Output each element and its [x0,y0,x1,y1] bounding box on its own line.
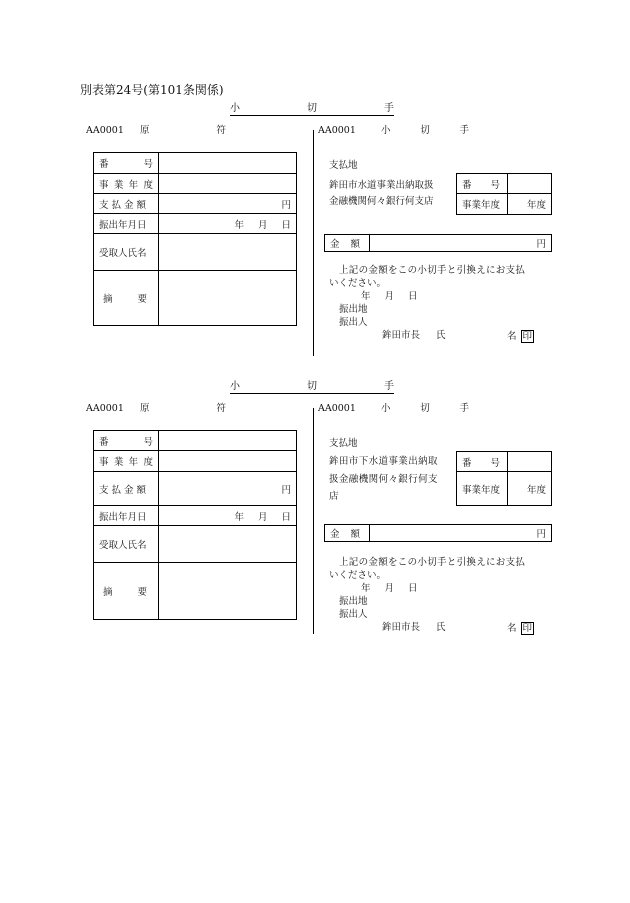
row [457,174,552,194]
stub-row-number [94,153,297,174]
char: 原 [140,403,150,414]
stub-row-fiscal-year [94,174,297,194]
stub-row-summary [94,271,297,326]
number-field[interactable] [159,431,297,451]
char: 事 [99,179,109,191]
issue-place-label: 振出地 [339,596,368,607]
issue-date-label: 振出年月日 [94,506,159,526]
perforation-line [313,408,314,634]
payee-label: 受取人氏名 [94,234,159,271]
issue-date-field[interactable] [159,506,297,526]
yen-unit: 円 [281,199,291,211]
char: 符 [216,403,226,414]
stub-row-summary [94,563,297,620]
label-cell [325,235,370,252]
day-unit: 日 [281,511,291,523]
char: 手 [459,403,469,414]
char: 号 [143,436,153,448]
title-char: 切 [307,103,317,114]
counterfoil-label [140,125,226,137]
stub-table [93,430,297,620]
perforation-line [313,130,314,356]
fiscal-year-field[interactable] [508,194,552,215]
char: 要 [137,587,147,598]
fiscal-year-label: 事業年度 [457,194,508,215]
summary-field[interactable] [159,563,297,620]
month-unit: 月 [257,219,268,231]
day-unit: 日 [408,583,418,594]
month-unit: 月 [384,291,395,302]
instruction-line-1: 上記の金額をこの小切手と引換えにお支払 [339,557,526,568]
summary-field[interactable] [159,271,297,326]
amount-label: 支 払 金 額 [94,194,159,214]
char: 切 [420,403,430,414]
row [457,472,552,506]
issuer-label: 振出人 [339,609,368,620]
char: 額 [350,239,360,250]
title-char: 小 [230,381,240,392]
amount-field[interactable] [370,525,552,542]
year-unit: 年 [234,511,244,523]
fiscal-year-label: 事業年度 [457,472,508,506]
amount-table [324,524,552,542]
year-unit: 年 [361,583,371,594]
number-field[interactable] [508,452,552,472]
char: 番 [99,159,109,170]
stub-serial: AA0001 [86,125,124,136]
stub-row-amount [94,472,297,506]
drawer-line-3: 店 [329,491,339,502]
char: 原 [140,125,150,136]
cheque-form-2 [0,378,630,648]
char: 摘 [103,587,113,598]
char: 符 [216,125,226,136]
label-cell [94,153,159,174]
counterfoil-label [140,403,226,415]
number-year-table [456,451,552,506]
mayor-label: 鉾田市長 [382,622,421,633]
issue-date [361,291,418,303]
label-cell [457,452,508,472]
year-unit: 年 [361,291,371,302]
char: 番 [99,436,109,448]
day-unit: 日 [408,291,418,302]
fiscal-year-unit: 年度 [526,200,546,211]
amount-label: 支 払 金 額 [94,472,159,506]
label-cell [325,525,370,542]
payment-place-label: 支払地 [329,160,358,171]
title-char: 手 [384,103,394,114]
seal-mark: 印 [522,623,533,634]
instruction-line-2: いください。 [329,570,387,581]
char: 号 [490,179,500,191]
payee-field[interactable] [159,526,297,563]
name-right: 名 [507,331,517,342]
issue-date [361,583,418,595]
body-serial: AA0001 [318,403,356,414]
name-right-with-seal [507,622,534,635]
payee-field[interactable] [159,234,297,271]
stub-row-payee [94,526,297,563]
fiscal-year-field[interactable] [159,174,297,194]
month-unit: 月 [257,511,268,523]
stub-row-issue-date [94,214,297,234]
char: 度 [143,457,153,468]
char: 番 [462,179,472,191]
day-unit: 日 [281,219,291,231]
issue-place-label: 振出地 [339,304,368,315]
instruction-line-2: いください。 [329,278,387,289]
label-cell [94,271,159,326]
drawer-line-1: 鉾田市下水道事業出納取 [329,456,438,467]
fiscal-year-field[interactable] [508,472,552,506]
amount-field[interactable] [159,194,297,214]
number-year-table [456,173,552,215]
yen-unit: 円 [536,529,546,540]
char: 切 [420,125,430,136]
stub-table [93,152,297,326]
row [457,452,552,472]
payee-label: 受取人氏名 [94,526,159,563]
stub-row-fiscal-year [94,451,297,472]
char: 小 [381,403,391,414]
title-char: 切 [307,381,317,392]
label-cell [94,431,159,451]
issuer-label: 振出人 [339,317,368,328]
stub-row-number [94,431,297,451]
label-cell [457,174,508,194]
payment-place-label: 支払地 [329,438,358,449]
instruction-line-1: 上記の金額をこの小切手と引換えにお支払 [339,265,526,276]
number-field[interactable] [508,174,552,194]
fiscal-year-unit: 年度 [526,484,546,496]
cheque-title [230,380,394,394]
mayor-label: 鉾田市長 [382,330,421,341]
drawer-line-2: 扱金融機関何々銀行何支 [329,474,438,485]
name-left: 氏 [436,622,446,633]
cheque-form-1 [0,100,630,370]
month-unit: 月 [384,583,395,594]
amount-table [324,234,552,252]
stub-serial: AA0001 [86,403,124,414]
char: 摘 [103,294,113,305]
label-cell [94,174,159,194]
char: 手 [459,125,469,136]
char: 度 [143,179,153,191]
label-cell [94,451,159,472]
drawer-line-2: 金融機関何々銀行何支店 [329,196,434,207]
char: 業 [113,179,124,191]
number-field[interactable] [159,153,297,174]
page-heading: 別表第24号(第101条関係) [80,83,224,97]
amount-field[interactable] [159,472,297,506]
char: 号 [490,457,500,469]
kogitte-label [381,403,469,415]
body-serial: AA0001 [318,125,356,136]
char: 金 [330,529,340,540]
fiscal-year-field[interactable] [159,451,297,472]
issue-date-field[interactable] [159,214,297,234]
char: 年 [128,179,139,191]
char: 要 [137,294,147,305]
drawer-line-1: 鉾田市水道事業出納取扱 [329,180,434,191]
char: 事 [99,457,109,468]
char: 小 [381,125,391,136]
char: 号 [143,159,153,170]
kogitte-label [381,125,469,137]
row [325,235,552,252]
row [325,525,552,542]
char: 番 [462,457,472,469]
issue-date-label: 振出年月日 [94,214,159,234]
char: 額 [350,529,360,540]
stub-row-payee [94,234,297,271]
seal-mark: 印 [522,331,533,342]
row [457,194,552,215]
stub-row-issue-date [94,506,297,526]
label-cell [94,563,159,620]
title-char: 小 [230,103,240,114]
char: 年 [128,457,139,468]
name-right: 名 [507,623,517,634]
yen-unit: 円 [281,484,291,496]
char: 業 [113,457,124,468]
char: 金 [330,239,340,250]
cheque-title [230,102,394,116]
amount-field[interactable] [370,235,552,252]
stub-row-amount [94,194,297,214]
name-right-with-seal [507,330,534,343]
name-left: 氏 [436,330,446,341]
year-unit: 年 [234,219,244,231]
title-char: 手 [384,381,394,392]
yen-unit: 円 [536,239,546,250]
